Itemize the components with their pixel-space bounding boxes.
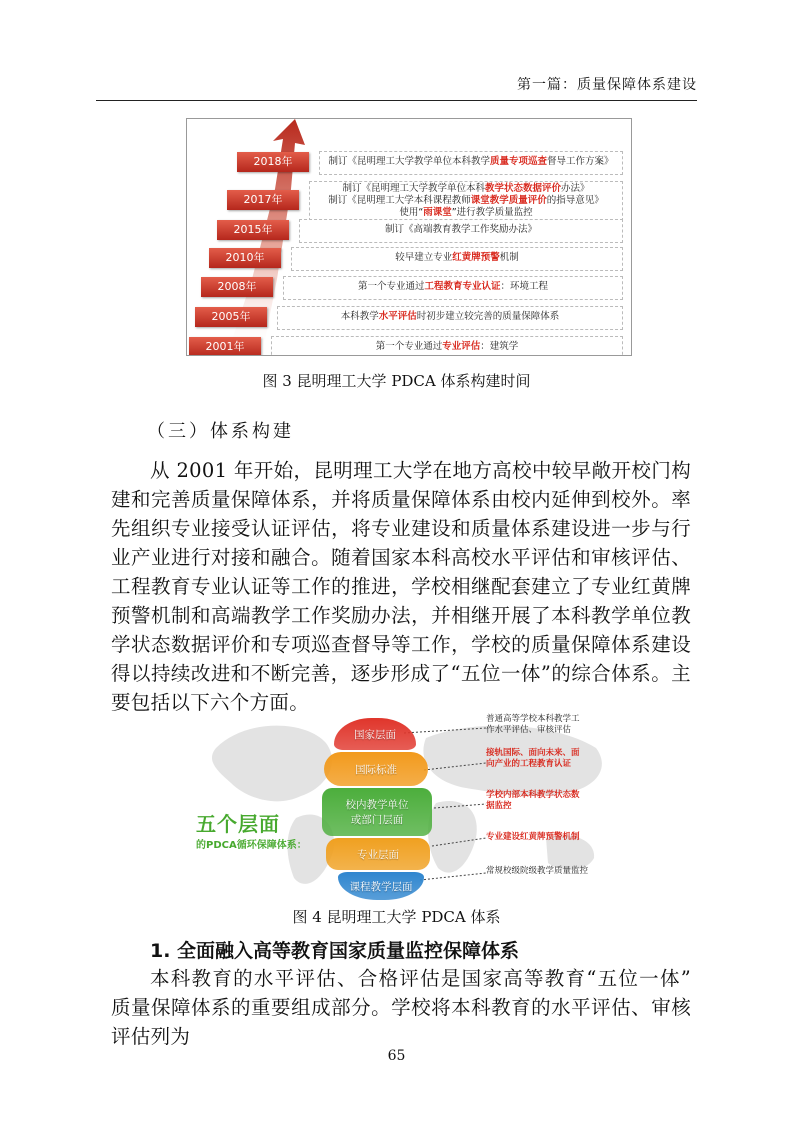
paragraph-1-text: 从 2001 年开始，昆明理工大学在地方高校中较早敞开校门构建和完善质量保障体系，并将质量保障体系由校内延伸到校外。率先组织专业接受认证评估，将专业建设和质量体系建设进一步与行业产业进行对接和融合。随着国家本科高校水平评估和审核评估、工程教育专业认证等工作的推进，学校相继配套建立了专业红黄牌预警机制和高端教学工作奖励办法，并相继开展了本科教学单位教学状态数据评价和专项巡查督导等工作，学校的质量保障体系建设得以持续改进和不断完善，逐步形成了“五位一体”的综合体系。主要包括以下六个方面。 xyxy=(111,459,691,714)
event-text-hl: 课堂教学质量评价 xyxy=(470,195,547,206)
timeline-event xyxy=(319,151,623,175)
layer-label: 专业层面 xyxy=(357,848,399,861)
event-text-pre: 第一个专业通过 xyxy=(357,281,425,292)
event-line xyxy=(310,195,622,207)
event-text-post: ：环境工程 xyxy=(500,281,549,292)
year-tab: 2018年 xyxy=(237,152,309,172)
event-text-hl: 教学状态数据评价 xyxy=(484,183,561,194)
event-text-hl: 专业评估 xyxy=(442,341,481,352)
event-text-hl: 质量专项巡查 xyxy=(489,156,547,167)
event-text-pre: 较早建立专业 xyxy=(395,252,453,263)
layer-note: 学校内部本科教学状态数 据监控 xyxy=(486,790,580,811)
event-text-post: ”进行教学质量监控 xyxy=(451,207,533,218)
event-text-pre: 制订《昆明理工大学本科课程教师 xyxy=(328,195,471,206)
layer-2 xyxy=(324,752,428,786)
event-text-pre: 使用“ xyxy=(399,207,424,218)
diagram-title: 五个层面 xyxy=(196,812,280,836)
year-tab: 2005年 xyxy=(195,307,267,327)
figure3-caption: 图 3 昆明理工大学 PDCA 体系构建时间 xyxy=(262,372,531,390)
event-text-pre: 制订《昆明理工大学教学单位本科 xyxy=(342,183,485,194)
layer-3 xyxy=(322,788,432,836)
figure4-diagram xyxy=(176,708,616,900)
section-title: （三）体系构建 xyxy=(147,421,294,442)
layer-note: 普通高等学校本科教学工 作水平评估、审核评估 xyxy=(486,714,580,735)
event-text-pre: 本科教学 xyxy=(340,311,379,322)
layer-label: 国家层面 xyxy=(354,728,396,741)
event-text-pre: 制订《昆明理工大学教学单位本科教学 xyxy=(328,156,490,167)
layer-label: 课程教学层面 xyxy=(349,880,413,893)
event-text-hl: 红黄牌预警 xyxy=(452,252,500,263)
year-tab: 2017年 xyxy=(227,190,299,210)
page-number: 65 xyxy=(387,1048,406,1064)
running-header: 第一篇：质量保障体系建设 xyxy=(517,77,697,93)
year-tab: 2008年 xyxy=(201,277,273,297)
figure3-timeline xyxy=(186,118,632,356)
figure4-caption: 图 4 昆明理工大学 PDCA 体系 xyxy=(292,908,501,926)
layer-note: 常规校级院级教学质量监控 xyxy=(486,866,589,876)
event-text-hl: 水平评估 xyxy=(378,311,417,322)
year-tab: 2001年 xyxy=(189,337,261,356)
timeline-event xyxy=(291,247,623,271)
timeline-event xyxy=(299,219,623,243)
event-line xyxy=(320,156,622,168)
event-text-pre: 制订《高端教育教学工作奖励办法》 xyxy=(384,224,537,235)
layer-note: 专业建设红黄牌预警机制 xyxy=(486,832,580,842)
layer-note: 接轨国际、面向未来、面 向产业的工程教育认证 xyxy=(486,748,580,769)
event-line xyxy=(310,183,622,195)
layer-label: 校内教学单位 或部门层面 xyxy=(345,799,409,826)
event-text-pre: 第一个专业通过 xyxy=(375,341,443,352)
event-text-post: 督导工作方案》 xyxy=(547,156,614,167)
timeline-event xyxy=(277,306,623,330)
header-rule xyxy=(96,100,697,101)
event-line xyxy=(284,281,622,293)
event-text-post: ：建筑学 xyxy=(480,341,519,352)
event-line xyxy=(278,311,622,323)
paragraph-2-text: 本科教育的水平评估、合格评估是国家高等教育“五位一体” 质量保障体系的重要组成部分。学校将本科教育的水平评估、审核评估列为 xyxy=(111,967,691,1048)
subheading-1: 1. 全面融入高等教育国家质量监控保障体系 xyxy=(150,940,520,962)
event-text-post: 时初步建立较完善的质量保障体系 xyxy=(416,311,560,322)
event-line xyxy=(292,252,622,264)
event-line xyxy=(300,224,622,236)
paragraph-1 xyxy=(111,456,691,717)
year-tab: 2015年 xyxy=(217,220,289,240)
layer-4 xyxy=(326,838,430,870)
timeline-event xyxy=(283,276,623,300)
event-text-hl: 工程教育专业认证 xyxy=(424,281,501,292)
event-line xyxy=(310,207,622,219)
event-text-post: 机制 xyxy=(499,252,519,263)
event-text-post: 办法》 xyxy=(561,183,590,194)
event-text-post: 的指导意见》 xyxy=(546,195,604,206)
event-text-hl: 雨课堂 xyxy=(423,207,452,218)
diagram-subtitle: 的PDCA循环保障体系： xyxy=(196,840,307,851)
layer-label: 国际标准 xyxy=(355,763,397,776)
year-tab: 2010年 xyxy=(209,248,281,268)
timeline-event xyxy=(309,181,623,221)
event-line xyxy=(272,341,622,353)
paragraph-2 xyxy=(111,964,691,1051)
timeline-event xyxy=(271,336,623,356)
